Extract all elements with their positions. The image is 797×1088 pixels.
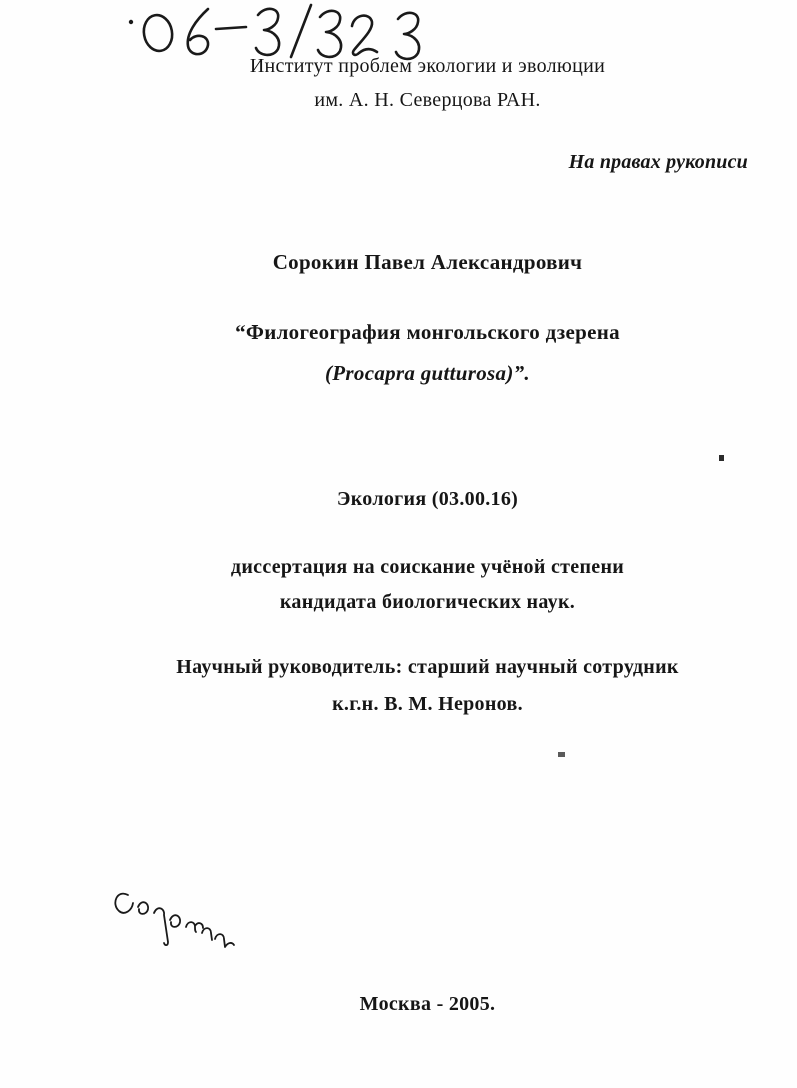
author-name: Сорокин Павел Александрович	[272, 250, 583, 274]
institute-name-line1: Институт проблем экологии и эволюции	[249, 55, 606, 77]
specialty-code: Экология (03.00.16)	[336, 488, 519, 510]
dissertation-title-line1: “Филогеография монгольского дзерена	[235, 320, 620, 344]
degree-statement-line1: диссертация на соискание учёной степени	[230, 556, 625, 578]
degree-statement-line2: кандидата биологических наук.	[279, 591, 576, 613]
city-year: Москва - 2005.	[359, 993, 496, 1015]
signature-text	[112, 882, 113, 883]
scan-artifact-speck	[558, 752, 565, 757]
supervisor-line2: к.г.н. В. М. Неронов.	[332, 693, 523, 715]
institute-name-line2: им. А. Н. Северцова РАН.	[314, 89, 541, 111]
accession-number-text	[112, 2, 113, 3]
scan-artifact-dot	[719, 455, 724, 461]
supervisor-line1: Научный руководитель: старший научный сотрудник	[176, 656, 679, 678]
handwritten-signature	[112, 882, 242, 960]
dissertation-title-line2: (Procapra gutturosa)”.	[325, 361, 530, 385]
manuscript-note: На правах рукописи	[568, 151, 748, 173]
